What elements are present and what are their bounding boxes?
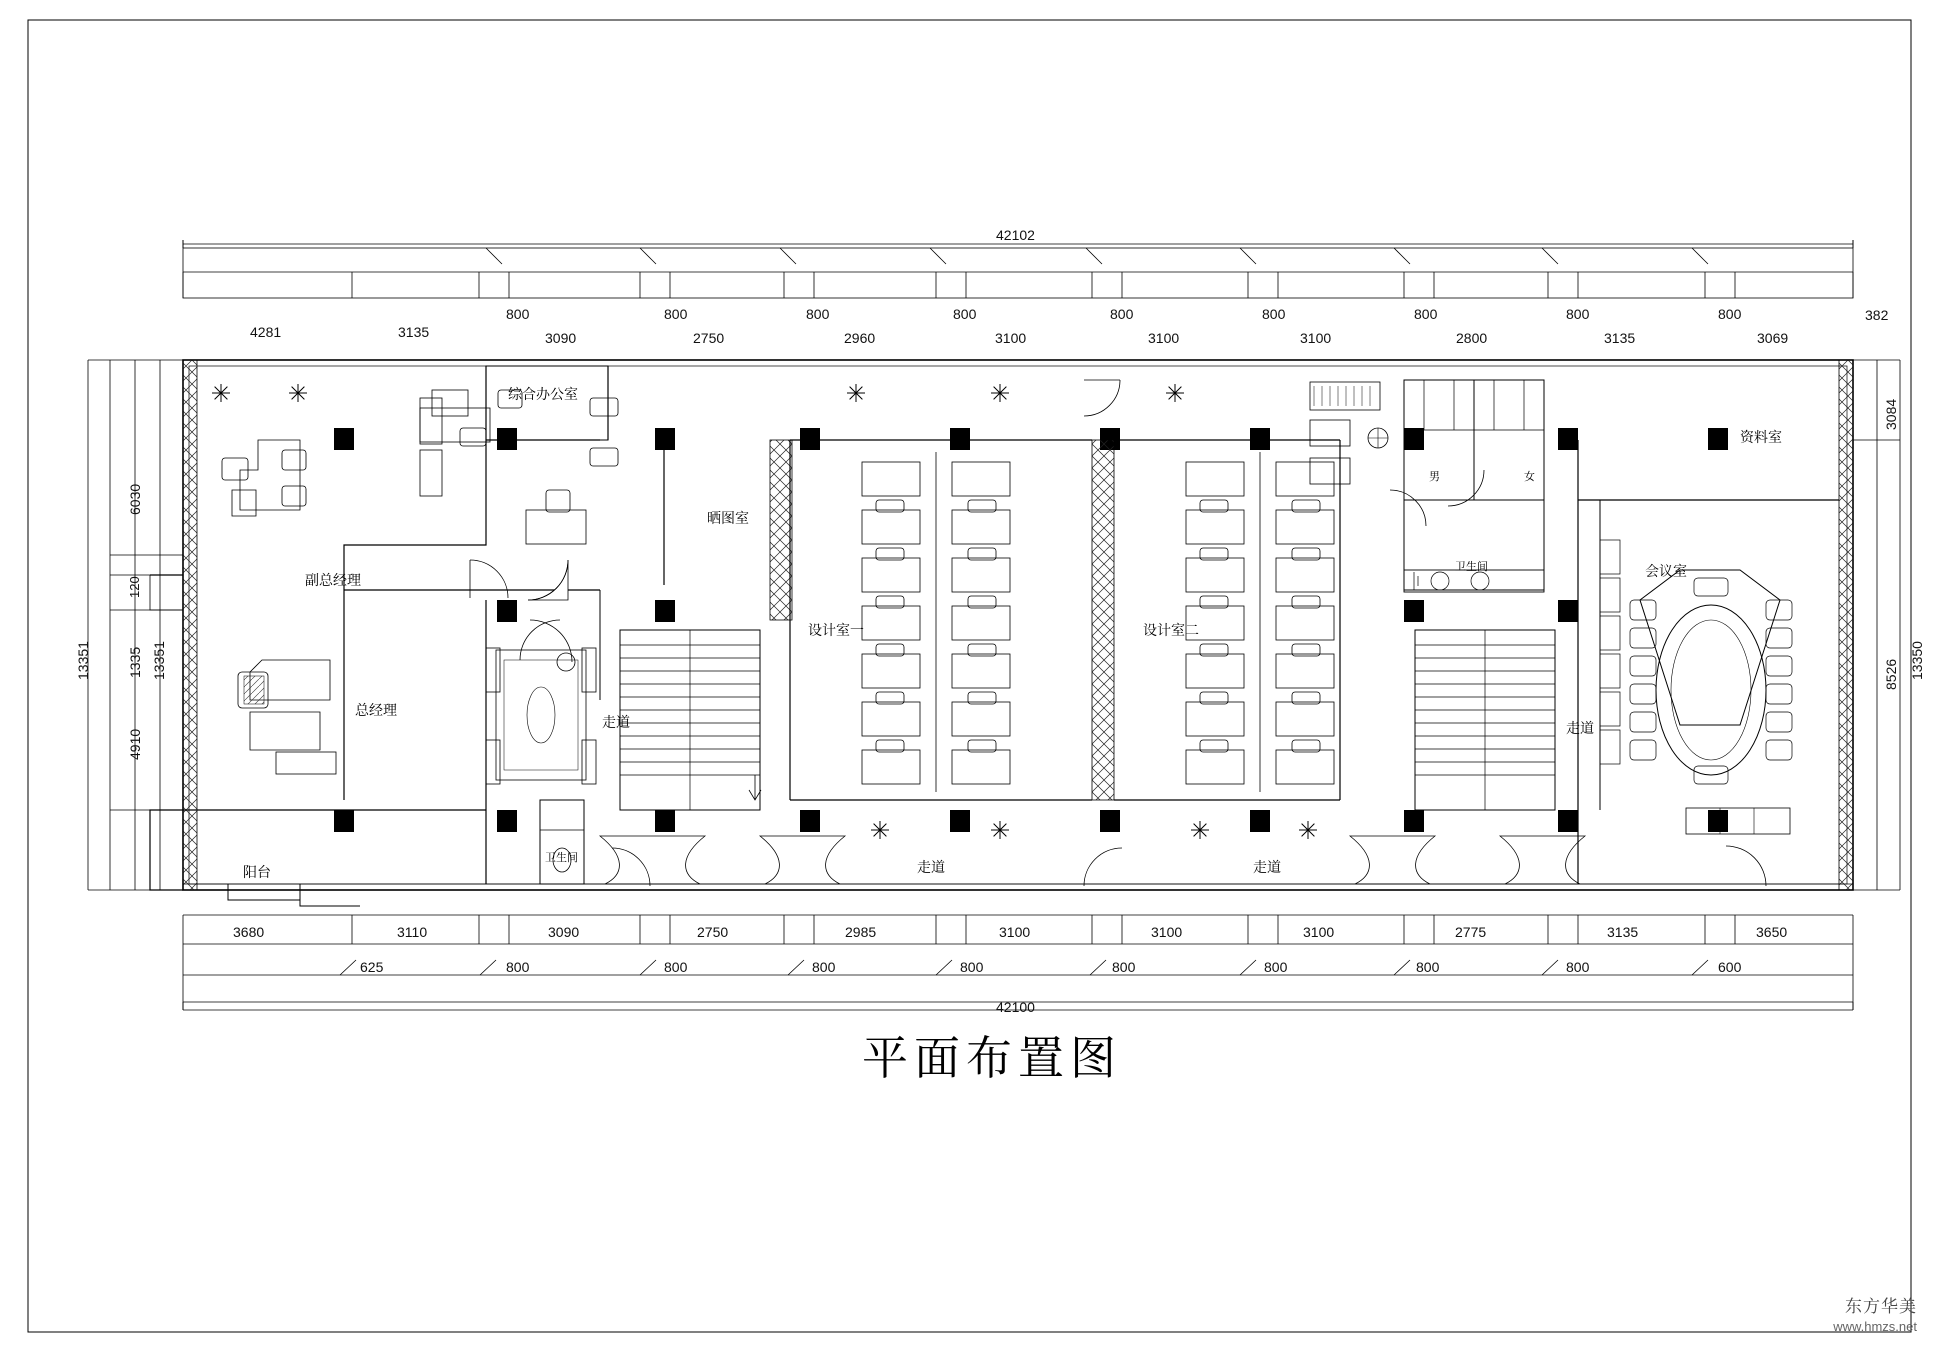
- dim-bottom-11: 3650: [1756, 924, 1788, 940]
- dim-top-10: 3135: [1604, 330, 1636, 346]
- room-label-print-room: 晒图室: [707, 510, 749, 526]
- dim-left-sub: 13351: [151, 641, 167, 680]
- dim-bottom-9: 2775: [1455, 924, 1487, 940]
- dim-top-800-6: 800: [1262, 306, 1286, 322]
- room-label-wc-public: 卫生间: [1455, 561, 1488, 573]
- watermark-company: 东方华美: [1845, 1296, 1917, 1316]
- dim-bottom-5: 2985: [845, 924, 877, 940]
- dim-bottom-800-8: 800: [1566, 959, 1590, 975]
- room-label-wc-female: 女: [1524, 471, 1535, 483]
- dim-bottom-800-5: 800: [1112, 959, 1136, 975]
- dim-top-800-5: 800: [1110, 306, 1134, 322]
- dim-right-3084: 3084: [1883, 398, 1899, 430]
- dim-right-edge: 382: [1865, 307, 1889, 323]
- room-label-corridor-3: 走道: [1253, 859, 1281, 875]
- dim-top-6: 3100: [995, 330, 1027, 346]
- dim-bottom-800-4: 800: [960, 959, 984, 975]
- dim-bottom-800-7: 800: [1416, 959, 1440, 975]
- room-label-gm: 总经理: [355, 702, 397, 718]
- dim-bottom-6: 3100: [999, 924, 1031, 940]
- dim-bottom-7: 3100: [1151, 924, 1183, 940]
- room-label-design-2: 设计室二: [1143, 622, 1199, 638]
- dim-bottom-800-2: 800: [664, 959, 688, 975]
- dim-top-800-3: 800: [806, 306, 830, 322]
- dim-bottom-10: 3135: [1607, 924, 1639, 940]
- dim-top-1: 4281: [250, 324, 282, 340]
- watermark-url: www.hmzs.net: [1833, 1319, 1917, 1335]
- dim-bottom-625: 625: [360, 959, 384, 975]
- dim-top-4: 2750: [693, 330, 725, 346]
- drawing-title: 平面布置图: [862, 1033, 1122, 1084]
- room-label-balcony: 阳台: [243, 864, 271, 880]
- room-label-archive: 资料室: [1740, 429, 1782, 445]
- dim-top-3: 3090: [545, 330, 577, 346]
- dim-top-800-2: 800: [664, 306, 688, 322]
- dim-bottom-800-1: 800: [506, 959, 530, 975]
- room-label-general-office: 综合办公室: [508, 386, 578, 402]
- room-label-corridor-1: 走道: [602, 714, 630, 730]
- dim-bottom-8: 3100: [1303, 924, 1335, 940]
- dim-top-8: 3100: [1300, 330, 1332, 346]
- dim-overall-top: 42102: [996, 227, 1035, 243]
- dim-top-800-4: 800: [953, 306, 977, 322]
- dim-left-6030: 6030: [127, 483, 143, 515]
- dim-top-2: 3135: [398, 324, 430, 340]
- dim-left-4910: 4910: [127, 728, 143, 760]
- room-label-wc-gm: 卫生间: [545, 852, 578, 864]
- dim-top-800-8: 800: [1566, 306, 1590, 322]
- dim-bottom-600: 600: [1718, 959, 1742, 975]
- dim-left-120: 120: [127, 576, 142, 598]
- dim-top-800-9: 800: [1718, 306, 1742, 322]
- room-label-deputy-gm: 副总经理: [305, 572, 361, 588]
- room-label-corridor-4: 走道: [1566, 720, 1594, 736]
- room-label-corridor-2: 走道: [917, 859, 945, 875]
- dim-top-9: 2800: [1456, 330, 1488, 346]
- dim-top-11: 3069: [1757, 330, 1789, 346]
- dim-right-total: 13350: [1909, 641, 1925, 680]
- dim-top-5: 2960: [844, 330, 876, 346]
- dim-bottom-3: 3090: [548, 924, 580, 940]
- dim-bottom-2: 3110: [397, 924, 428, 940]
- dim-top-7: 3100: [1148, 330, 1180, 346]
- dim-top-800-1: 800: [506, 306, 530, 322]
- watermark: [1833, 1296, 1917, 1336]
- dim-left-1335: 1335: [127, 646, 143, 678]
- dim-left-total: 13351: [75, 641, 91, 680]
- dim-bottom-800-6: 800: [1264, 959, 1288, 975]
- room-label-conference: 会议室: [1645, 563, 1687, 579]
- dim-bottom-4: 2750: [697, 924, 729, 940]
- dim-right-8526: 8526: [1883, 658, 1899, 690]
- dim-overall-bottom: 42100: [996, 999, 1035, 1015]
- dim-bottom-800-3: 800: [812, 959, 836, 975]
- room-label-wc-male: 男: [1429, 471, 1440, 483]
- room-label-design-1: 设计室一: [808, 622, 864, 638]
- dim-bottom-1: 3680: [233, 924, 265, 940]
- dim-top-800-7: 800: [1414, 306, 1438, 322]
